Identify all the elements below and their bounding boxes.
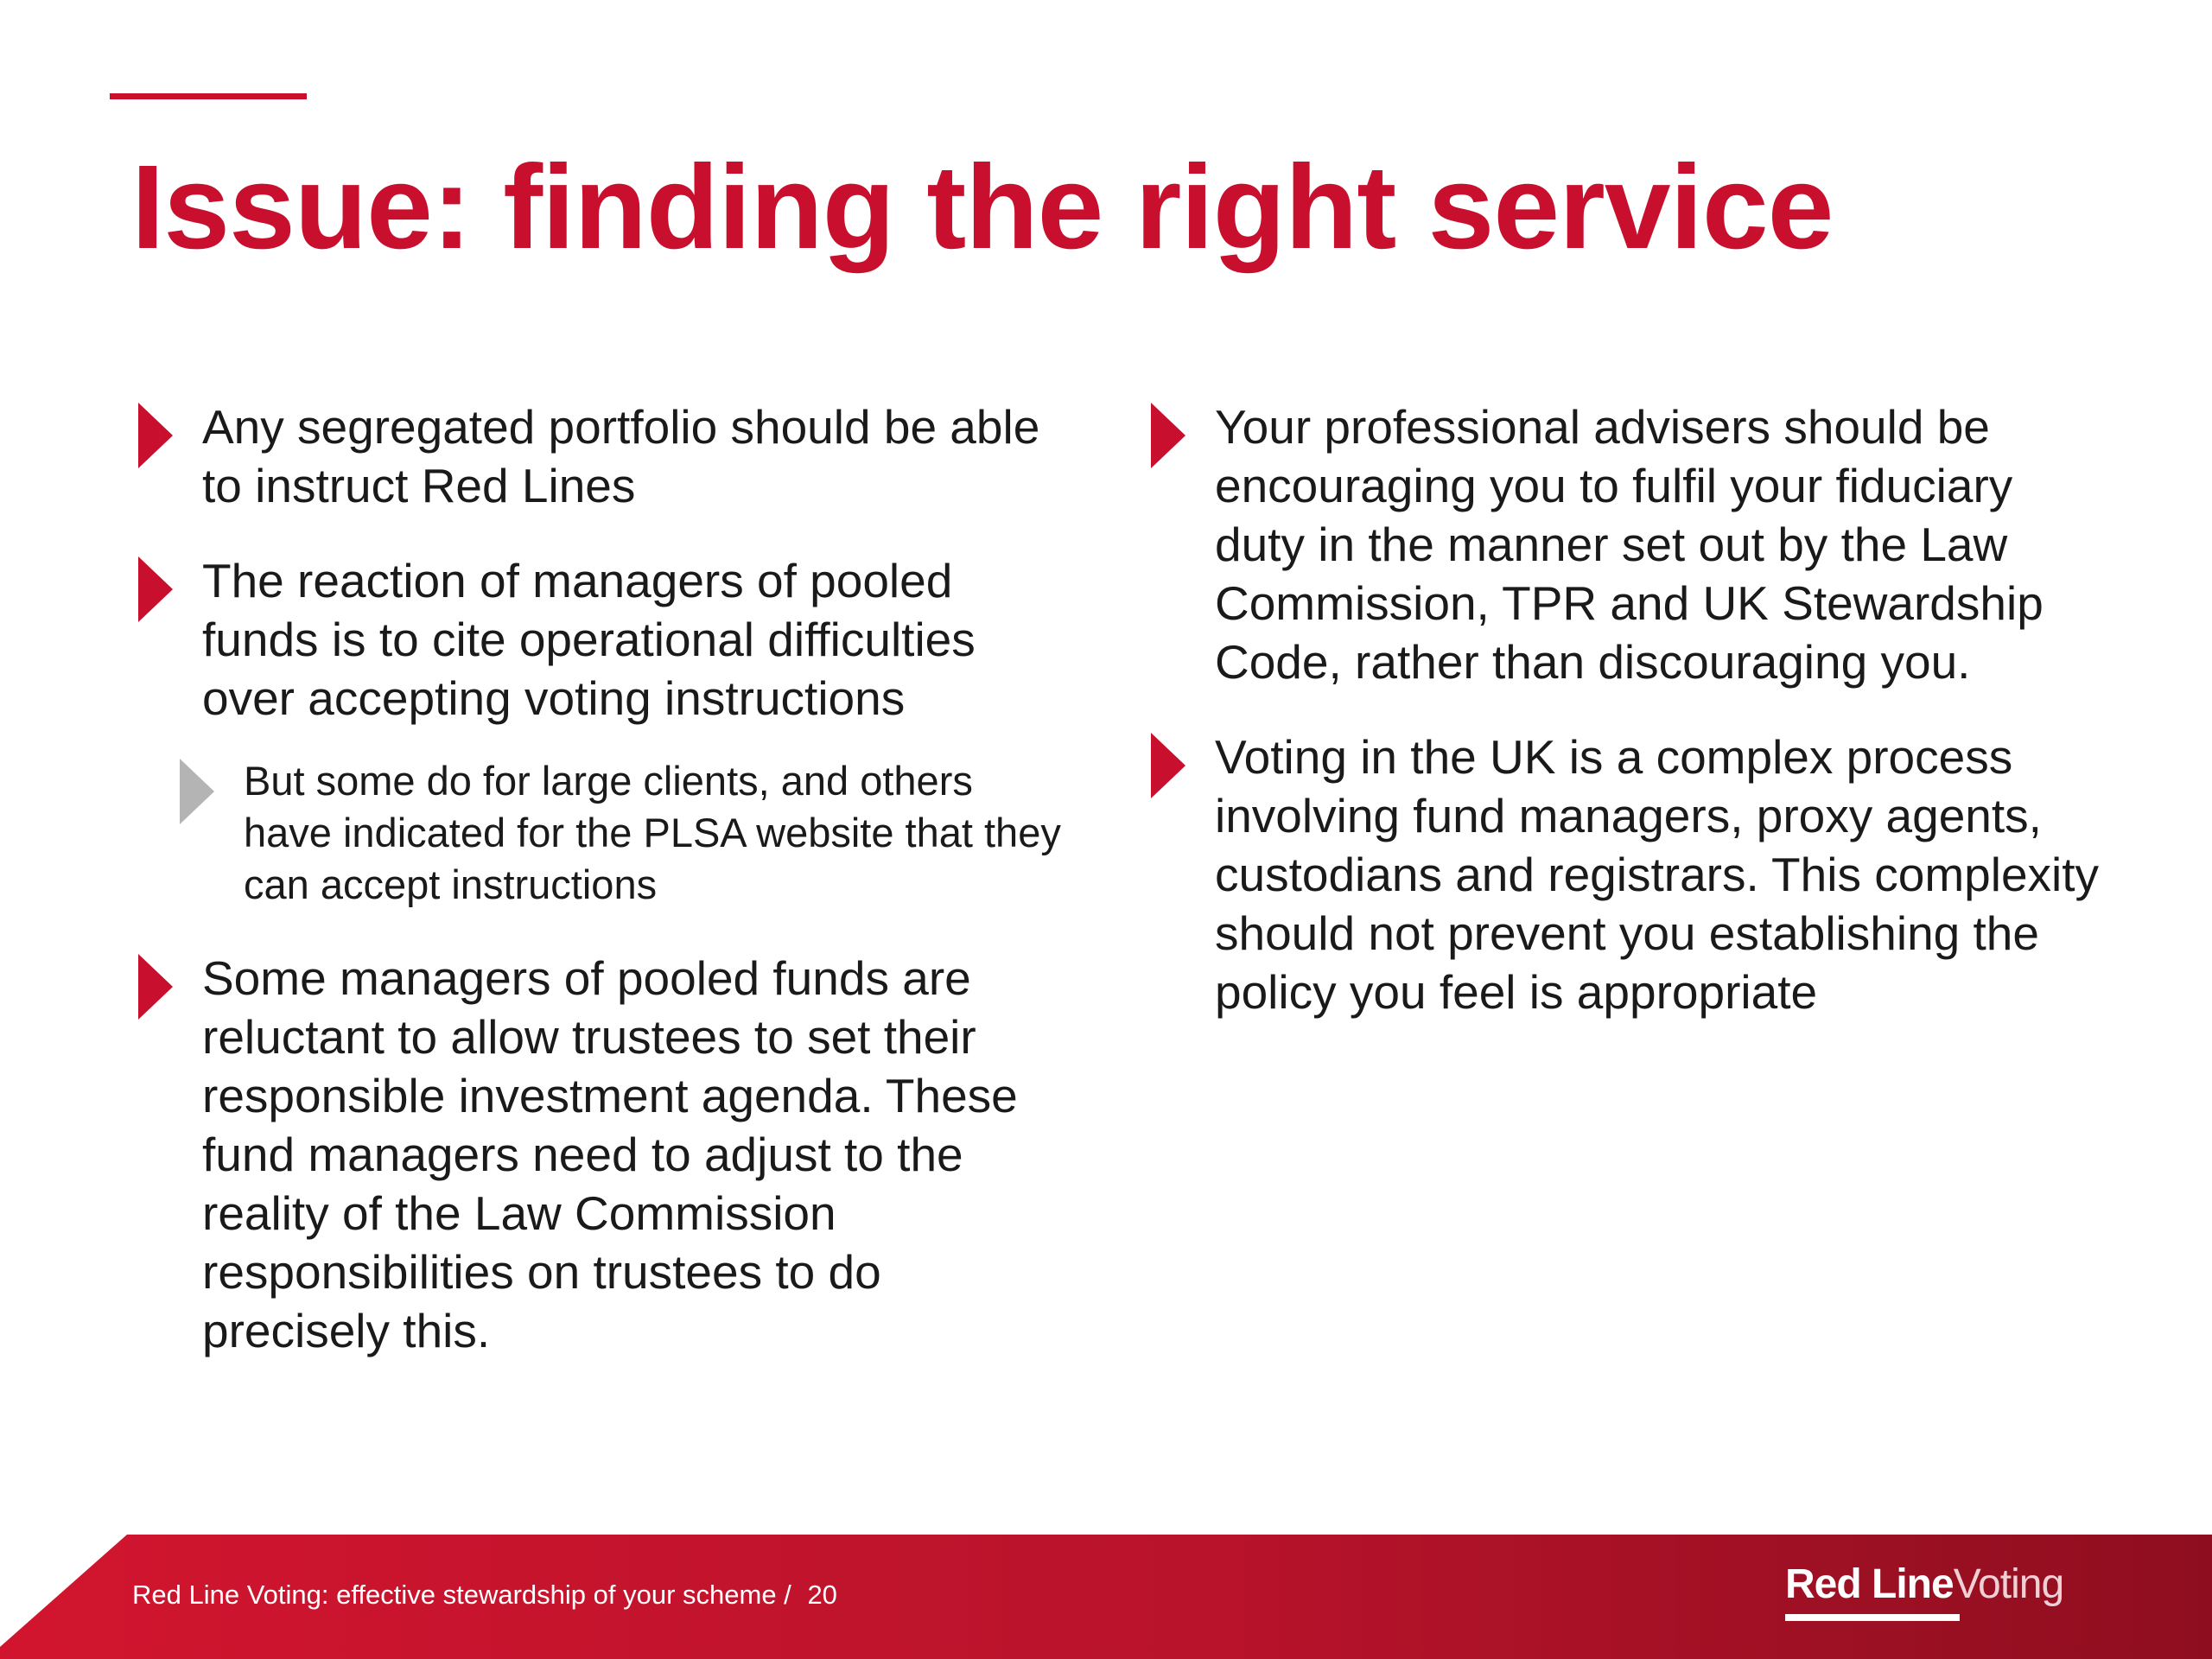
page-number: 20 <box>807 1580 837 1610</box>
right-column <box>1151 397 2101 1058</box>
logo-bold-text: Red Line <box>1785 1561 1954 1607</box>
footer-bar <box>0 1535 2212 1659</box>
triangle-bullet-icon <box>138 556 173 622</box>
bullet-item <box>1151 728 2101 1021</box>
triangle-bullet-icon <box>138 403 173 468</box>
logo-underline <box>1785 1614 1960 1621</box>
bullet-item <box>138 397 1071 515</box>
logo-light-text: Voting <box>1953 1561 2064 1607</box>
bullet-item <box>138 551 1071 728</box>
bullet-text: The reaction of managers of pooled funds is to cite operational difficulties over accepting voting instructions <box>202 554 976 725</box>
bullet-text: Your professional advisers should be encouraging you to fulfil your fiduciary duty in the manner set out by the Law Commission, TPR and UK Stewardship Code, rather than discouraging you. <box>1215 400 2044 689</box>
footer-caption <box>132 1580 837 1611</box>
sub-bullet-text: But some do for large clients, and others have indicated for the PLSA website that they can accept instructions <box>244 758 1061 907</box>
triangle-bullet-icon <box>138 954 173 1020</box>
title-accent-rule <box>110 93 307 99</box>
bullet-item <box>1151 397 2101 691</box>
triangle-bullet-icon <box>1151 733 1185 798</box>
bullet-text: Voting in the UK is a complex process involving fund managers, proxy agents, custodians and registrars. This complexity should not prevent you establishing the policy you feel is appropriate <box>1215 730 2100 1019</box>
triangle-bullet-icon <box>1151 403 1185 468</box>
triangle-bullet-icon <box>180 759 214 824</box>
red-line-voting-logo <box>1785 1560 2063 1609</box>
left-column <box>138 397 1071 1396</box>
bullet-item <box>138 949 1071 1360</box>
bullet-text: Any segregated portfolio should be able to instruct Red Lines <box>202 400 1040 512</box>
page-title: Issue: finding the right service <box>131 141 1834 274</box>
sub-bullet-item <box>180 755 1071 911</box>
footer-caption-text: Red Line Voting: effective stewardship of your scheme / <box>132 1580 791 1610</box>
bullet-text: Some managers of pooled funds are reluctant to allow trustees to set their responsible investment agenda. These fund managers need to adjust to the reality of the Law Commission responsibilities on trustees to do precisely this. <box>202 951 1018 1357</box>
